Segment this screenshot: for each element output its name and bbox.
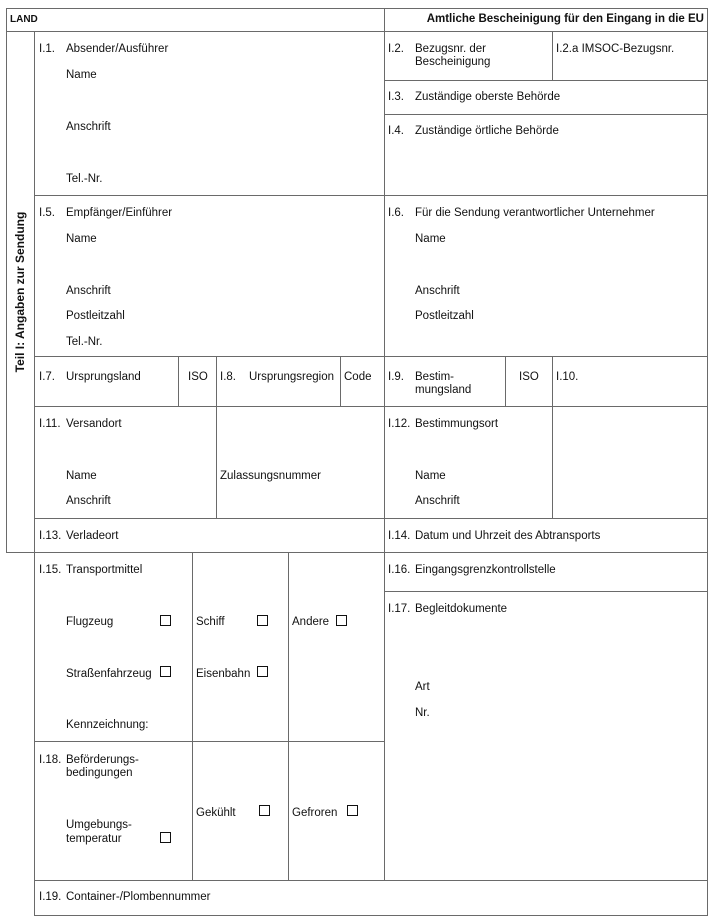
option-rail-label: Eisenbahn xyxy=(196,668,251,680)
frame-bottom xyxy=(34,915,708,916)
cell-line xyxy=(288,552,289,880)
cell-line xyxy=(192,552,193,880)
field-i12-place-of-destination[interactable]: I.12. Bestimmungsort Name Anschrift xyxy=(388,418,499,507)
checkbox-rail[interactable] xyxy=(257,666,268,677)
identification-label: Kennzeichnung: xyxy=(66,719,149,731)
field-i10[interactable]: I.10. xyxy=(556,371,579,383)
frame-left-top xyxy=(6,8,7,553)
field-i9-iso[interactable]: ISO xyxy=(519,371,539,383)
checkbox-ship[interactable] xyxy=(257,615,268,626)
checkbox-ambient[interactable] xyxy=(160,832,171,843)
section-bottom-left xyxy=(6,552,35,553)
frame-top xyxy=(6,8,708,9)
field-i8-code[interactable]: Code xyxy=(344,371,372,383)
field-i4-local-authority[interactable]: I.4. Zuständige örtliche Behörde xyxy=(388,125,559,137)
checkbox-aircraft[interactable] xyxy=(160,615,171,626)
field-i2-reference[interactable]: I.2. Bezugsnr. der Bescheinigung xyxy=(388,43,491,68)
frame-right xyxy=(707,8,708,916)
i15-label: Transportmittel xyxy=(66,564,143,576)
i18-label-line2: bedingungen xyxy=(66,767,133,779)
checkbox-other[interactable] xyxy=(336,615,347,626)
chilled-label: Gekühlt xyxy=(196,807,236,819)
field-i16-border-control-post[interactable]: I.16. Eingangsgrenzkontrollstelle xyxy=(388,564,556,576)
field-i14-departure-datetime[interactable]: I.14. Datum und Uhrzeit des Abtransports xyxy=(388,530,601,542)
field-i13-place-of-loading[interactable]: I.13. Verladeort xyxy=(39,530,119,542)
field-i19-container-seal-number[interactable]: I.19. Container-/Plombennummer xyxy=(39,891,211,903)
certificate-title: Amtliche Bescheinigung für den Eingang in die EU xyxy=(426,13,704,25)
checkbox-chilled[interactable] xyxy=(259,805,270,816)
header-divider xyxy=(384,8,385,32)
field-i17-accompanying-documents[interactable]: I.17. Begleitdokumente Art Nr. xyxy=(388,603,508,719)
checkbox-frozen[interactable] xyxy=(347,805,358,816)
i18-number: I.18. xyxy=(39,754,62,766)
field-i9-country-of-destination[interactable]: I.9. Bestim- mungsland xyxy=(388,371,472,396)
row-line xyxy=(34,741,384,742)
ambient-label-line1: Umgebungs- xyxy=(66,819,132,831)
option-ship-label: Schiff xyxy=(196,616,225,628)
option-other-label: Andere xyxy=(292,616,330,628)
country-label: LAND xyxy=(10,14,38,25)
section-label: Teil I: Angaben zur Sendung xyxy=(13,211,27,373)
frozen-label: Gefroren xyxy=(292,807,338,819)
field-i7-country-of-origin[interactable]: I.7. Ursprungsland xyxy=(39,371,141,383)
field-i1-consignor[interactable]: I.1. Absender/Ausführer Name Anschrift Tel.-Nr. xyxy=(39,43,169,185)
field-i12-extra[interactable] xyxy=(553,407,707,518)
field-i3-central-authority[interactable]: I.3. Zuständige oberste Behörde xyxy=(388,91,561,103)
option-road-label: Straßenfahrzeug xyxy=(66,668,152,680)
ambient-label-line2: temperatur xyxy=(66,833,122,845)
field-i2a-imsoc-reference[interactable]: I.2.a IMSOC-Bezugsnr. xyxy=(556,43,675,55)
i15-number: I.15. xyxy=(39,564,62,576)
field-i8-region-of-origin[interactable]: I.8. Ursprungsregion xyxy=(220,371,335,383)
field-i7-iso[interactable]: ISO xyxy=(188,371,208,383)
option-aircraft-label: Flugzeug xyxy=(66,616,114,628)
field-i5-consignee[interactable]: I.5. Empfänger/Einführer Name Anschrift Postleitzahl Tel.-Nr. xyxy=(39,207,173,348)
field-i11-place-of-dispatch[interactable]: I.11. Versandort Name Anschrift xyxy=(39,418,122,507)
field-i6-operator[interactable]: I.6. Für die Sendung verantwortlicher Unternehmer Name Anschrift Postleitzahl xyxy=(388,207,655,322)
field-i11-approval-number[interactable]: Zulassungsnummer xyxy=(220,470,321,482)
checkbox-road-vehicle[interactable] xyxy=(160,666,171,677)
i18-label-line1: Beförderungs- xyxy=(66,754,139,766)
